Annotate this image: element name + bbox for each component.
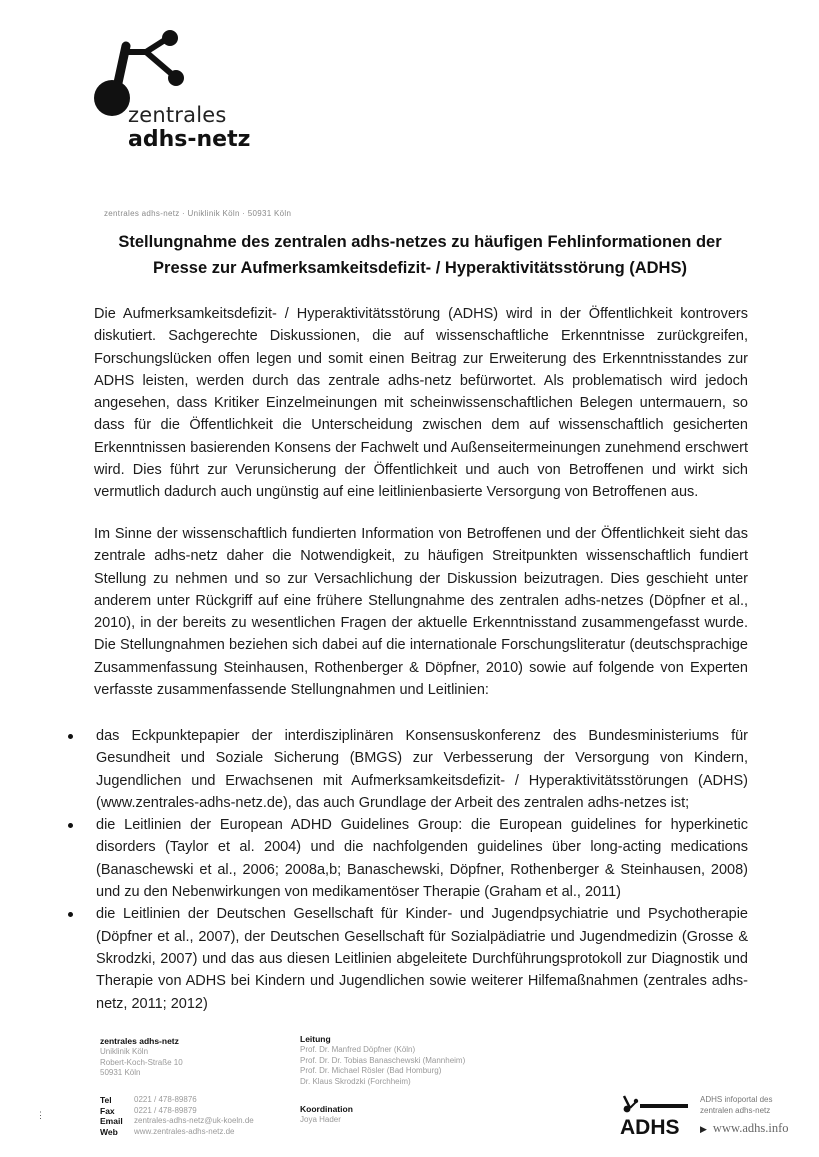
paragraph-intro: Die Aufmerksamkeitsdefizit- / Hyperaktivitätsstörung (ADHS) wird in der Öffentlichkeit kontrovers diskutiert. Sachgerechte Diskussionen, die auf wissenschaftliche Erkenntnisse zurückgreifen, Forschungslücken offen legen und somit einen Beitrag zur Erweiterung des Erkenntnisstandes zur ADHS leisten, werden durch das zentrale adhs-netz befürwortet. Als problematisch wird jedoch angesehen, dass Kritiker Einzelmeinungen mit scheinwissenschaftlichen Belegen untermauern, so dass für die Öffentlichkeit die Unterscheidung zwischen dem auf wissenschaftlich gesicherten Erkenntnissen basierenden Konsens der Fachwelt und Außenseitermeinungen zunehmend erschwert wird. Dies führt zur Verunsicherung der Öffentlichkeit und auch von Betroffenen und wirkt sich vermutlich dadurch auch ungünstig auf eine leitlinienbasierte Versorgung von Betroffenen aus.	[94, 306, 748, 501]
logo-wordmark-line1: zentrales	[128, 103, 227, 127]
footer-phone: 0221 / 478-89876	[134, 1095, 197, 1104]
arrow-right-icon: ▶	[700, 1124, 707, 1134]
adhs-info-link[interactable]: ▶ www.adhs.info	[700, 1121, 789, 1135]
footer-lead-names: Prof. Dr. Manfred Döpfner (Köln) Prof. Dr. Dr. Tobias Banaschewski (Mannheim) Prof. Dr. Michael Rösler (Bad Homburg) Dr. Klaus Skrodzki (Forchheim)	[300, 1045, 466, 1086]
list-item	[68, 903, 748, 1014]
document-title-line2: Presse zur Aufmerksamkeitsdefizit- / Hyperaktivitätsstörung (ADHS)	[153, 259, 687, 277]
adhs-logo-icon	[618, 1092, 692, 1138]
footer-fax: 0221 / 478-89879	[134, 1105, 197, 1115]
guidelines-list	[68, 725, 748, 1015]
footer-coord-title: Koordination	[300, 1104, 353, 1114]
logo-wordmark-line2: adhs-netz	[128, 127, 251, 152]
footer-org-name: zentrales adhs-netz	[100, 1036, 179, 1046]
footer-contact-labels: Tel Fax Email Web	[100, 1095, 123, 1137]
document-title-line1: Stellungnahme des zentralen adhs-netzes zu häufigen Fehlinformationen der	[118, 233, 722, 251]
footer-email-link[interactable]: zentrales-adhs-netz@uk-koeln.de	[134, 1116, 254, 1125]
paragraph-purpose: Im Sinne der wissenschaftlich fundierten Information von Betroffenen und der Öffentlichkeit sieht das zentrale adhs-netz daher die Notwendigkeit, zu häufigen Streitpunkten wissenschaftlich fundiert Stellung zu nehmen und so zur Versachlichung der Diskussion beizutragen. Dies geschieht unter anderem unter Rückgriff auf eine frühere Stellungnahme des zentralen adhs-netzes (Döpfner et al., 2010), in der bereits zu wesentlichen Fragen der aktuelle Erkenntnisstand zusammengefasst wurde. Die Stellungnahmen beziehen sich dabei auf die internationale Forschungsliteratur (deutschsprachige Zusammenfassung Steinhausen, Rothenberger & Döpfner, 2010) sowie auf folgende von Experten verfasste zusammenfassende Stellungnahmen und Leitlinien:	[94, 526, 748, 699]
list-item-text: die Leitlinien der Deutschen Gesellschaft für Kinder- und Jugendpsychiatrie und Psychotherapie (Döpfner et al., 2007), der Deutschen Gesellschaft für Sozialpädiatrie und Jugendmedizin (Grosse & Skrodzki, 2007) und das aus diesen Leitlinien abgeleitete Durchführungsprotokoll zur Diagnostik und Therapie von ADHS bei Kindern und Jugendlichen sowie weiterer Hilfemaßnahmen (zentrales adhs-netz, 2011; 2012)	[96, 906, 748, 1012]
footer-lead-title: Leitung	[300, 1034, 331, 1044]
bullet-icon	[68, 912, 73, 917]
footer-contact-values	[134, 1095, 254, 1137]
bullet-icon	[68, 734, 73, 739]
list-item	[68, 814, 748, 903]
bullet-icon	[68, 823, 73, 828]
list-item	[68, 725, 748, 814]
footer-web-link[interactable]: www.zentrales-adhs-netz.de	[134, 1126, 235, 1136]
footer-coord-name: Joya Hader	[300, 1115, 341, 1124]
list-item-text: die Leitlinien der European ADHD Guidelines Group: die European guidelines for hyperkinetic disorders (Taylor et al. 2004) und die nachfolgenden guidelines über long-acting medications (Banaschewski et al., 2006; 2008a,b; Banaschewski, Döpfner, Rothenberger & Steinhausen, 2008) und zu den Nebenwirkungen von medikamentöser Therapie (Graham et al., 2011)	[96, 817, 748, 901]
adhs-logo-wordmark: ADHS	[620, 1116, 680, 1138]
margin-mark: ⋮	[36, 1110, 45, 1120]
footer-org-address: Uniklinik Köln Robert-Koch-Straße 10 50931 Köln	[100, 1047, 183, 1077]
return-address: zentrales adhs-netz · Uniklinik Köln · 50931 Köln	[104, 209, 292, 218]
adhs-portal-description: ADHS infoportal des zentralen adhs-netz	[700, 1095, 773, 1115]
list-item-text: das Eckpunktepapier der interdisziplinären Konsensuskonferenz des Bundesministeriums für Gesundheit und Soziale Sicherung (BMGS) zur Verbesserung der Versorgung von Kindern, Jugendlichen und Erwachsenen mit Aufmerksamkeitsdefizit- / Hyperaktivitätsstörungen (ADHS) (www.zentrales-adhs-netz.de), das auch Grundlage der Arbeit des zentralen adhs-netzes ist;	[96, 728, 748, 811]
